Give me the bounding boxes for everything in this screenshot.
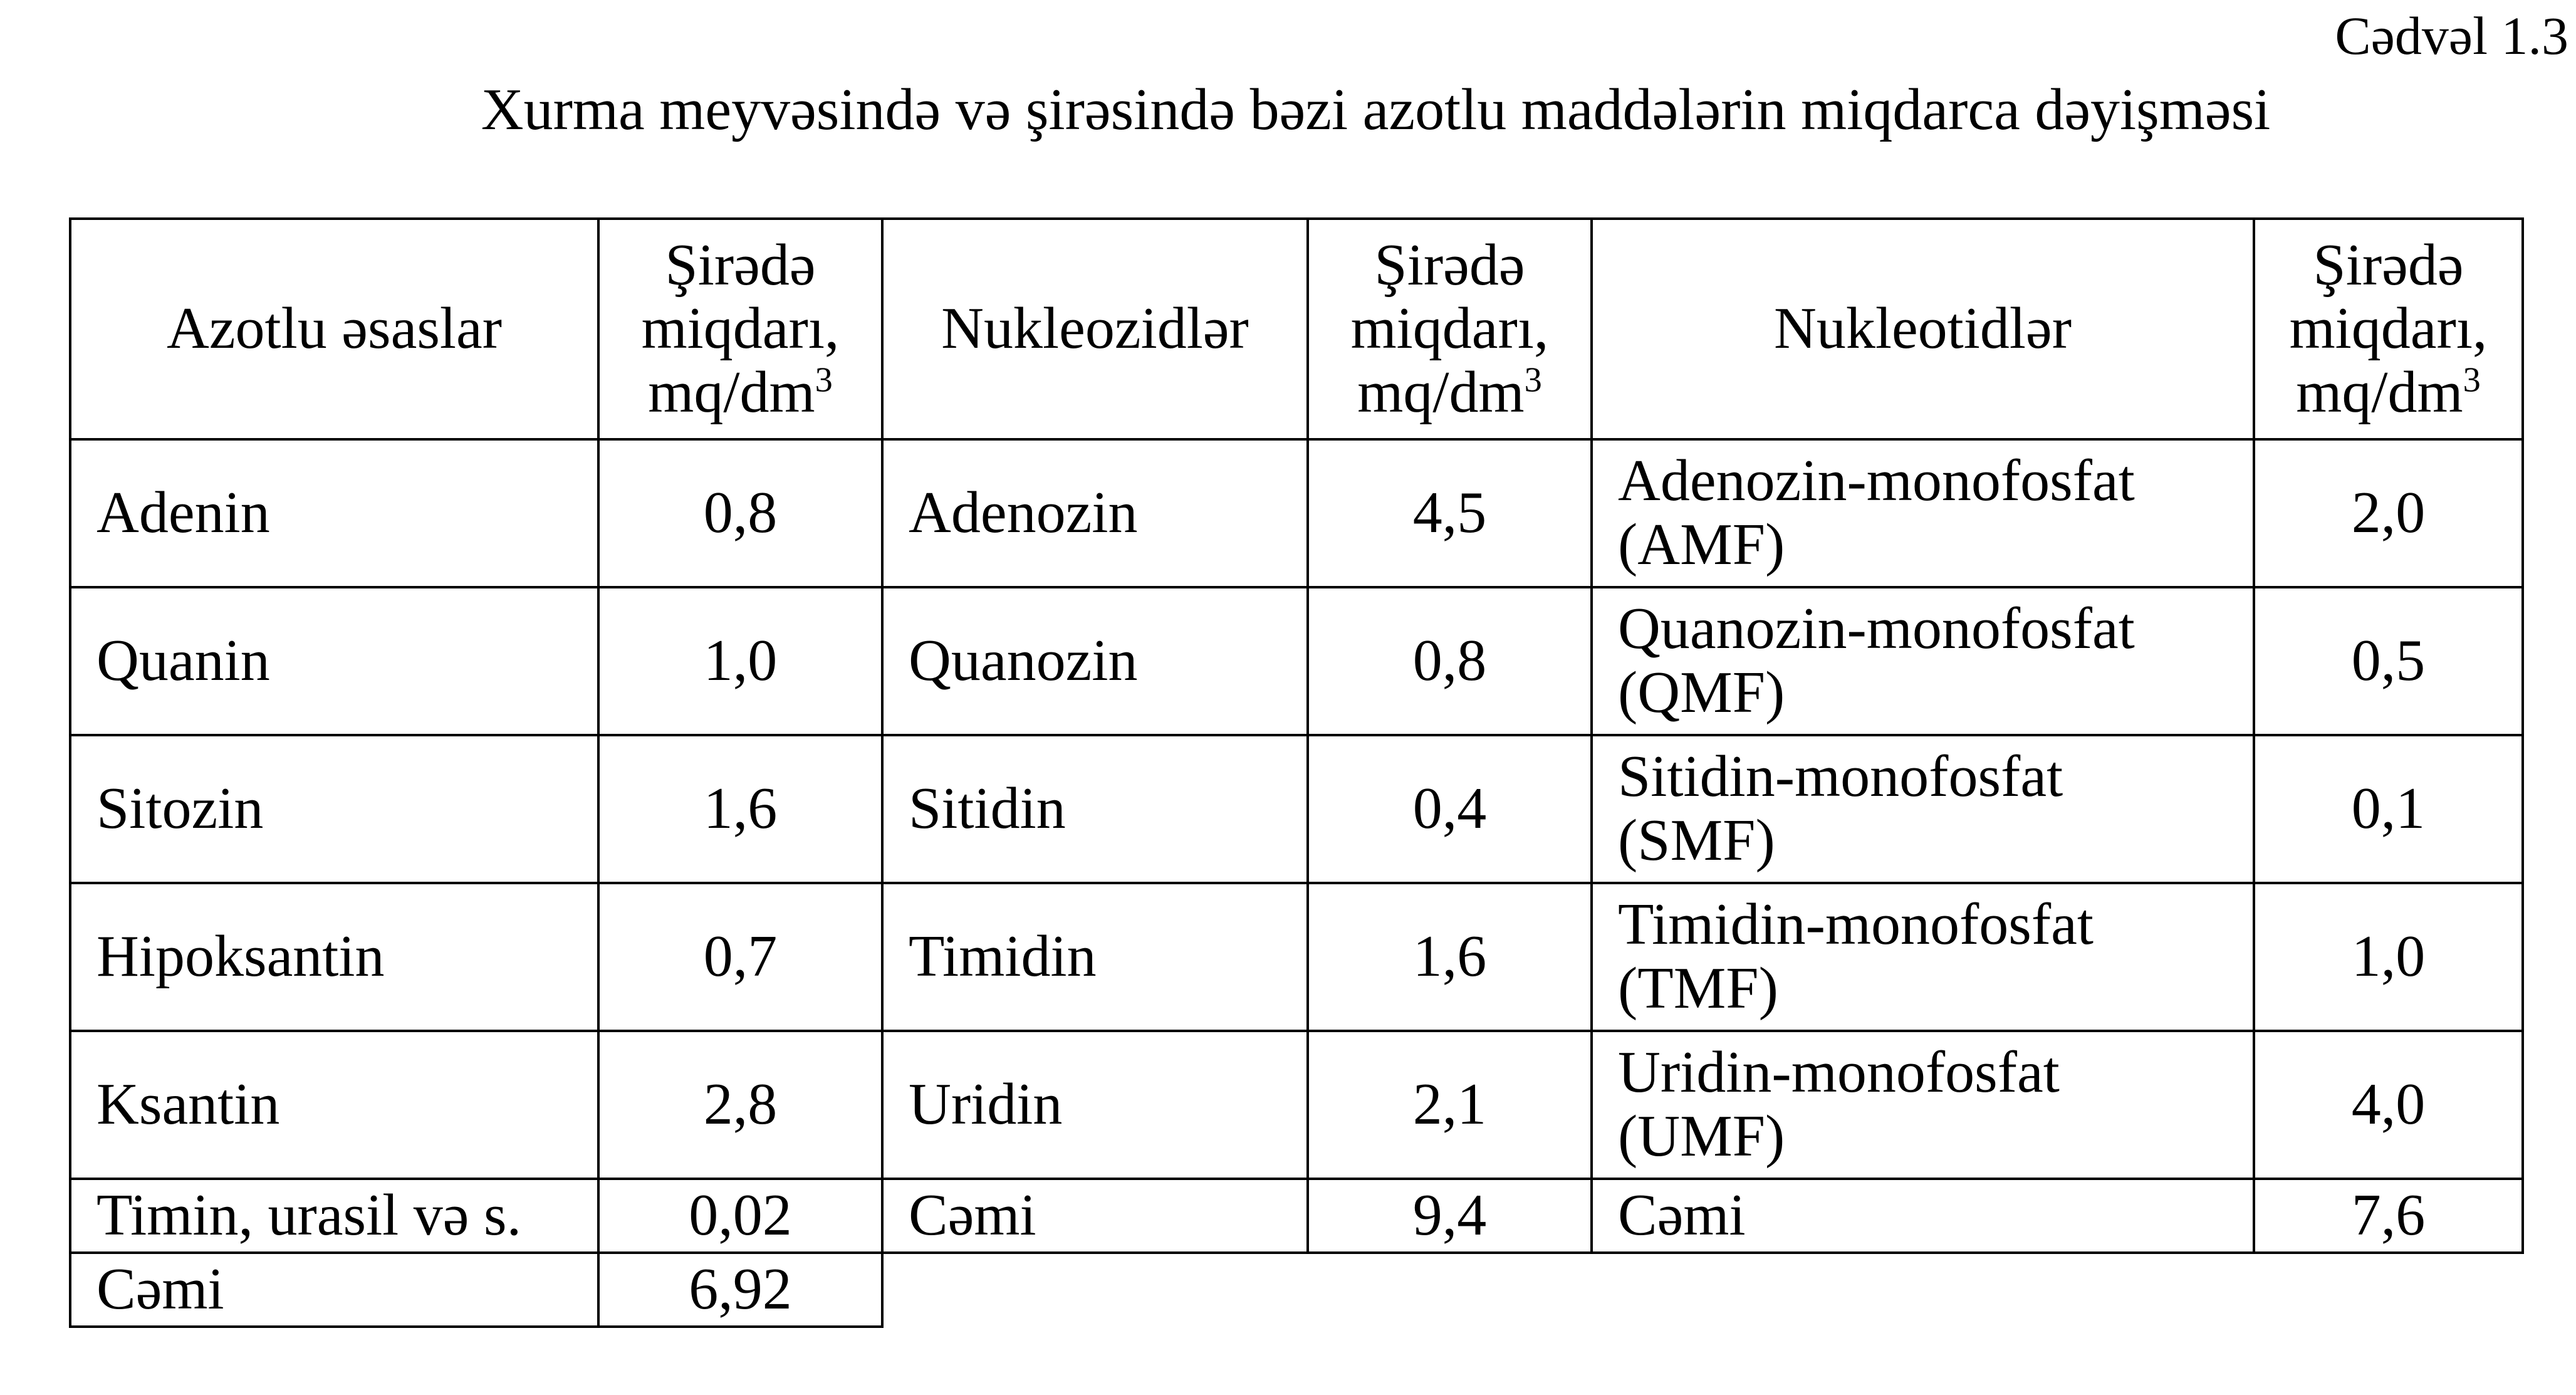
base-amount: 1,0 xyxy=(598,587,882,735)
table-row xyxy=(70,439,2523,587)
nucleoside-name: Timidin xyxy=(882,883,1308,1031)
header-nucleotides-amount xyxy=(2254,219,2523,439)
nucleotide-name-line2: (AMF) xyxy=(1618,512,1785,577)
nucleotide-name-line1: Adenozin-monofosfat xyxy=(1618,448,2135,514)
header-amount-unit: mq/dm xyxy=(1357,359,1525,425)
nucleoside-amount: 1,6 xyxy=(1308,883,1592,1031)
header-row xyxy=(70,219,2523,439)
nucleoside-name: Sitidin xyxy=(882,735,1308,883)
nucleotide-amount: 4,0 xyxy=(2254,1031,2523,1179)
nucleotide-name xyxy=(1592,883,2254,1031)
base-amount: 0,8 xyxy=(598,439,882,587)
nucleotide-name-line2: (TMF) xyxy=(1618,956,1778,1021)
header-nucleosides-amount xyxy=(1308,219,1592,439)
header-amount-line2: miqdarı, xyxy=(2289,296,2488,362)
header-amount-unit-sup: 3 xyxy=(1524,360,1542,400)
nitrogen-compounds-table xyxy=(69,217,2524,1328)
nucleotide-total-label: Cəmi xyxy=(1592,1179,2254,1253)
nucleotide-name-line1: Sitidin-monofosfat xyxy=(1618,744,2063,810)
base-name: Sitozin xyxy=(70,735,598,883)
header-bases: Azotlu əsaslar xyxy=(70,219,598,439)
nucleotide-amount: 2,0 xyxy=(2254,439,2523,587)
base-name: Quanin xyxy=(70,587,598,735)
base-name: Ksantin xyxy=(70,1031,598,1179)
nucleotide-name-line1: Quanozin-monofosfat xyxy=(1618,596,2135,662)
nucleoside-total: 9,4 xyxy=(1308,1179,1592,1253)
header-amount-line1: Şirədə xyxy=(665,232,816,298)
nucleotide-name xyxy=(1592,1031,2254,1179)
table-row xyxy=(70,883,2523,1031)
header-amount-line2: miqdarı, xyxy=(641,296,840,362)
base-name: Timin, urasil və s. xyxy=(70,1179,598,1253)
header-amount-line2: miqdarı, xyxy=(1350,296,1549,362)
nucleoside-amount: 0,4 xyxy=(1308,735,1592,883)
header-amount-line1: Şirədə xyxy=(1374,232,1525,298)
header-nucleosides: Nukleozidlər xyxy=(882,219,1308,439)
nucleotide-name-line1: Timidin-monofosfat xyxy=(1618,892,2094,958)
nucleotide-amount: 0,1 xyxy=(2254,735,2523,883)
nucleoside-amount: 0,8 xyxy=(1308,587,1592,735)
base-total-label: Cəmi xyxy=(70,1253,598,1327)
base-name: Adenin xyxy=(70,439,598,587)
base-amount: 1,6 xyxy=(598,735,882,883)
header-bases-amount xyxy=(598,219,882,439)
nucleotide-name xyxy=(1592,735,2254,883)
nucleoside-name: Uridin xyxy=(882,1031,1308,1179)
nucleoside-total-label: Cəmi xyxy=(882,1179,1308,1253)
header-amount-unit: mq/dm xyxy=(648,359,815,425)
nucleoside-amount: 4,5 xyxy=(1308,439,1592,587)
base-amount: 0,02 xyxy=(598,1179,882,1253)
header-amount-line1: Şirədə xyxy=(2313,232,2464,298)
base-name: Hipoksantin xyxy=(70,883,598,1031)
nucleotide-name xyxy=(1592,587,2254,735)
nucleoside-amount: 2,1 xyxy=(1308,1031,1592,1179)
total-row xyxy=(70,1253,2523,1327)
table-number: Cədvəl 1.3 xyxy=(2335,6,2568,66)
nucleotide-name xyxy=(1592,439,2254,587)
nucleotide-name-line1: Uridin-monofosfat xyxy=(1618,1040,2060,1105)
header-amount-unit: mq/dm xyxy=(2296,359,2463,425)
base-amount: 0,7 xyxy=(598,883,882,1031)
table-row xyxy=(70,735,2523,883)
nucleoside-name: Adenozin xyxy=(882,439,1308,587)
table-row xyxy=(70,587,2523,735)
nucleotide-name-line2: (UMF) xyxy=(1618,1104,1785,1169)
table-row xyxy=(70,1031,2523,1179)
nucleotide-name-line2: (SMF) xyxy=(1618,808,1775,873)
header-amount-unit-sup: 3 xyxy=(2463,360,2481,400)
header-amount-unit-sup: 3 xyxy=(815,360,833,400)
nucleoside-name: Quanozin xyxy=(882,587,1308,735)
nucleotide-amount: 1,0 xyxy=(2254,883,2523,1031)
table-title: Xurma meyvəsində və şirəsində bəzi azotlu maddələrin miqdarca dəyişməsi xyxy=(481,77,2271,142)
nucleotide-amount: 0,5 xyxy=(2254,587,2523,735)
nucleotide-total: 7,6 xyxy=(2254,1179,2523,1253)
base-amount: 2,8 xyxy=(598,1031,882,1179)
header-nucleotides: Nukleotidlər xyxy=(1592,219,2254,439)
table-row xyxy=(70,1179,2523,1253)
nucleotide-name-line2: (QMF) xyxy=(1618,660,1785,725)
base-total: 6,92 xyxy=(598,1253,882,1327)
